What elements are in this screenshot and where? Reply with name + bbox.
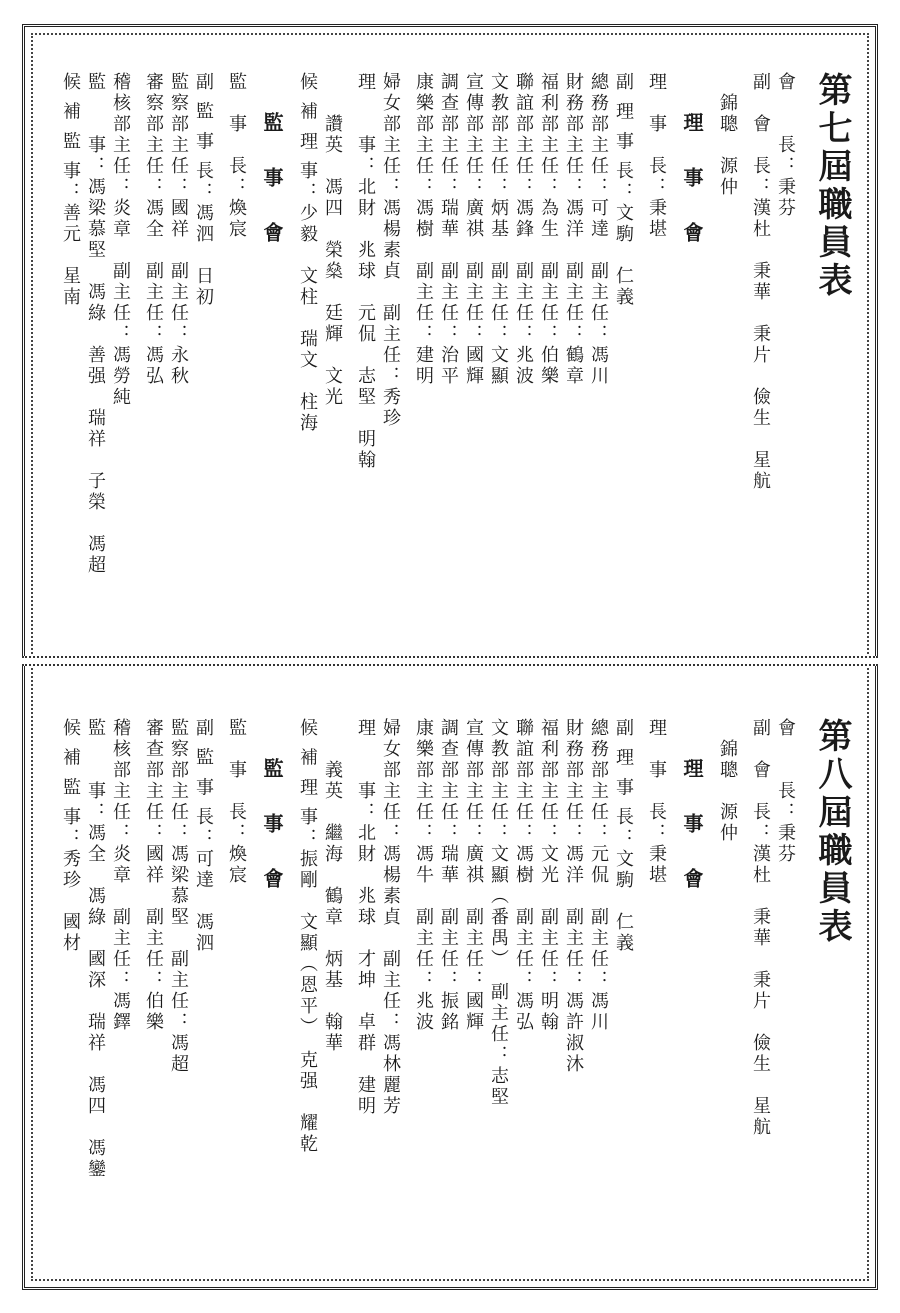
term7-title: 第七屆職員表 [812, 72, 852, 300]
term7-dept-women: 婦女部主任：馮楊素貞 副主任：秀珍 [380, 72, 401, 429]
term7-dept-audit: 稽核部主任：炎章 副主任：馮勞純 [110, 72, 131, 408]
term7-vice-presidents: 副 會 長：漢杜 秉華 秉片 儉生 星航 [750, 72, 771, 492]
term8-directors: 理 事：北財 兆球 才坤 卓群 建明 [355, 718, 376, 1117]
term7-alternate-directors: 候 補 理 事：少毅 文柱 瑞文 柱海 [297, 72, 318, 435]
term7-supervisors: 監 事：馮梁慕堅 馮綠 善强 瑞祥 子榮 馮超 [85, 72, 106, 576]
term8-dept-review: 審查部主任：國祥 副主任：伯樂 [143, 718, 164, 1033]
section-divider [22, 656, 878, 666]
term8-dept-inspection: 監察部主任：馮梁慕堅 副主任：馮超 [168, 718, 189, 1075]
term7-dept-welfare: 福利部主任：為生 副主任：伯樂 [538, 72, 559, 387]
term7-council-chair: 理 事 長：秉堪 [646, 72, 667, 240]
term8-alternate-supervisors: 候 補 監 事：秀珍 國材 [60, 718, 81, 955]
term8-dept-audit: 稽核部主任：炎章 副主任：馮鐸 [110, 718, 131, 1033]
term8-panel [40, 718, 860, 1278]
term7-dept-publicity: 宣傳部主任：廣祺 副主任：國輝 [463, 72, 484, 387]
term8-supervisory-vice-chair: 副 監 事 長：可達 馮泗 [193, 718, 214, 955]
term7-dept-survey: 調查部主任：瑞華 副主任：治平 [438, 72, 459, 387]
term8-dept-education: 文教部主任：文顯（番禺） 副主任：志堅 [488, 718, 509, 1108]
term7-supervisory-chair: 監 事 長：煥宸 [226, 72, 247, 240]
term7-dept-education: 文教部主任：炳基 副主任：文顯 [488, 72, 509, 387]
term7-president: 會 長：秉芬 [775, 72, 796, 219]
term7-dept-recreation: 康樂部主任：馮樹 副主任：建明 [413, 72, 434, 387]
term8-supervisory-heading: 監 事 會 [260, 758, 284, 902]
term7-supervisory-heading: 監 事 會 [260, 112, 284, 256]
term8-alternate-directors: 候 補 理 事：振剛 文顯（恩平） 克强 耀乾 [297, 718, 318, 1156]
term8-title: 第八屆職員表 [812, 718, 852, 946]
term8-dept-liaison: 聯誼部主任：馮樹 副主任：馮弘 [513, 718, 534, 1033]
term8-vice-presidents-cont: 錦聰 源仲 [717, 718, 738, 844]
term7-alternate-supervisors: 候 補 監 事：善元 星南 [60, 72, 81, 309]
term8-dept-finance: 財務部主任：馮洋 副主任：馮許淑沐 [563, 718, 584, 1075]
term8-dept-survey: 調查部主任：瑞華 副主任：振銘 [438, 718, 459, 1033]
term8-council-heading: 理 事 會 [680, 758, 704, 902]
term7-vice-presidents-cont: 錦聰 源仲 [717, 72, 738, 198]
term8-council-chair: 理 事 長：秉堪 [646, 718, 667, 886]
term8-president: 會 長：秉芬 [775, 718, 796, 865]
term7-panel [40, 72, 860, 652]
term7-council-vice-chair: 副 理 事 長：文駒 仁義 [613, 72, 634, 309]
term7-dept-finance: 財務部主任：馮洋 副主任：鶴章 [563, 72, 584, 387]
term7-directors-cont: 讚英 馮四 榮燊 廷輝 文光 [322, 72, 343, 408]
term8-supervisory-chair: 監 事 長：煥宸 [226, 718, 247, 886]
term7-dept-inspection: 監察部主任：國祥 副主任：永秋 [168, 72, 189, 387]
term8-dept-publicity: 宣傳部主任：廣祺 副主任：國輝 [463, 718, 484, 1033]
term7-council-heading: 理 事 會 [680, 112, 704, 256]
term8-dept-general: 總務部主任：元侃 副主任：馮川 [588, 718, 609, 1033]
term7-dept-general: 總務部主任：可達 副主任：馮川 [588, 72, 609, 387]
term8-supervisors: 監 事：馮全 馮綠 國深 瑞祥 馮四 馮鑾 [85, 718, 106, 1180]
term8-dept-recreation: 康樂部主任：馮牛 副主任：兆波 [413, 718, 434, 1033]
term8-council-vice-chair: 副 理 事 長：文駒 仁義 [613, 718, 634, 955]
term7-directors: 理 事：北財 兆球 元侃 志堅 明翰 [355, 72, 376, 471]
term7-dept-liaison: 聯誼部主任：馮鋒 副主任：兆波 [513, 72, 534, 387]
term8-vice-presidents: 副 會 長：漢杜 秉華 秉片 儉生 星航 [750, 718, 771, 1138]
term8-dept-welfare: 福利部主任：文光 副主任：明翰 [538, 718, 559, 1033]
term8-directors-cont: 義英 繼海 鶴章 炳基 翰華 [322, 718, 343, 1054]
term7-dept-review: 審察部主任：馮全 副主任：馮弘 [143, 72, 164, 387]
term8-dept-women: 婦女部主任：馮楊素貞 副主任：馮林麗芳 [380, 718, 401, 1117]
term7-supervisory-vice-chair: 副 監 事 長：馮泗 日初 [193, 72, 214, 309]
